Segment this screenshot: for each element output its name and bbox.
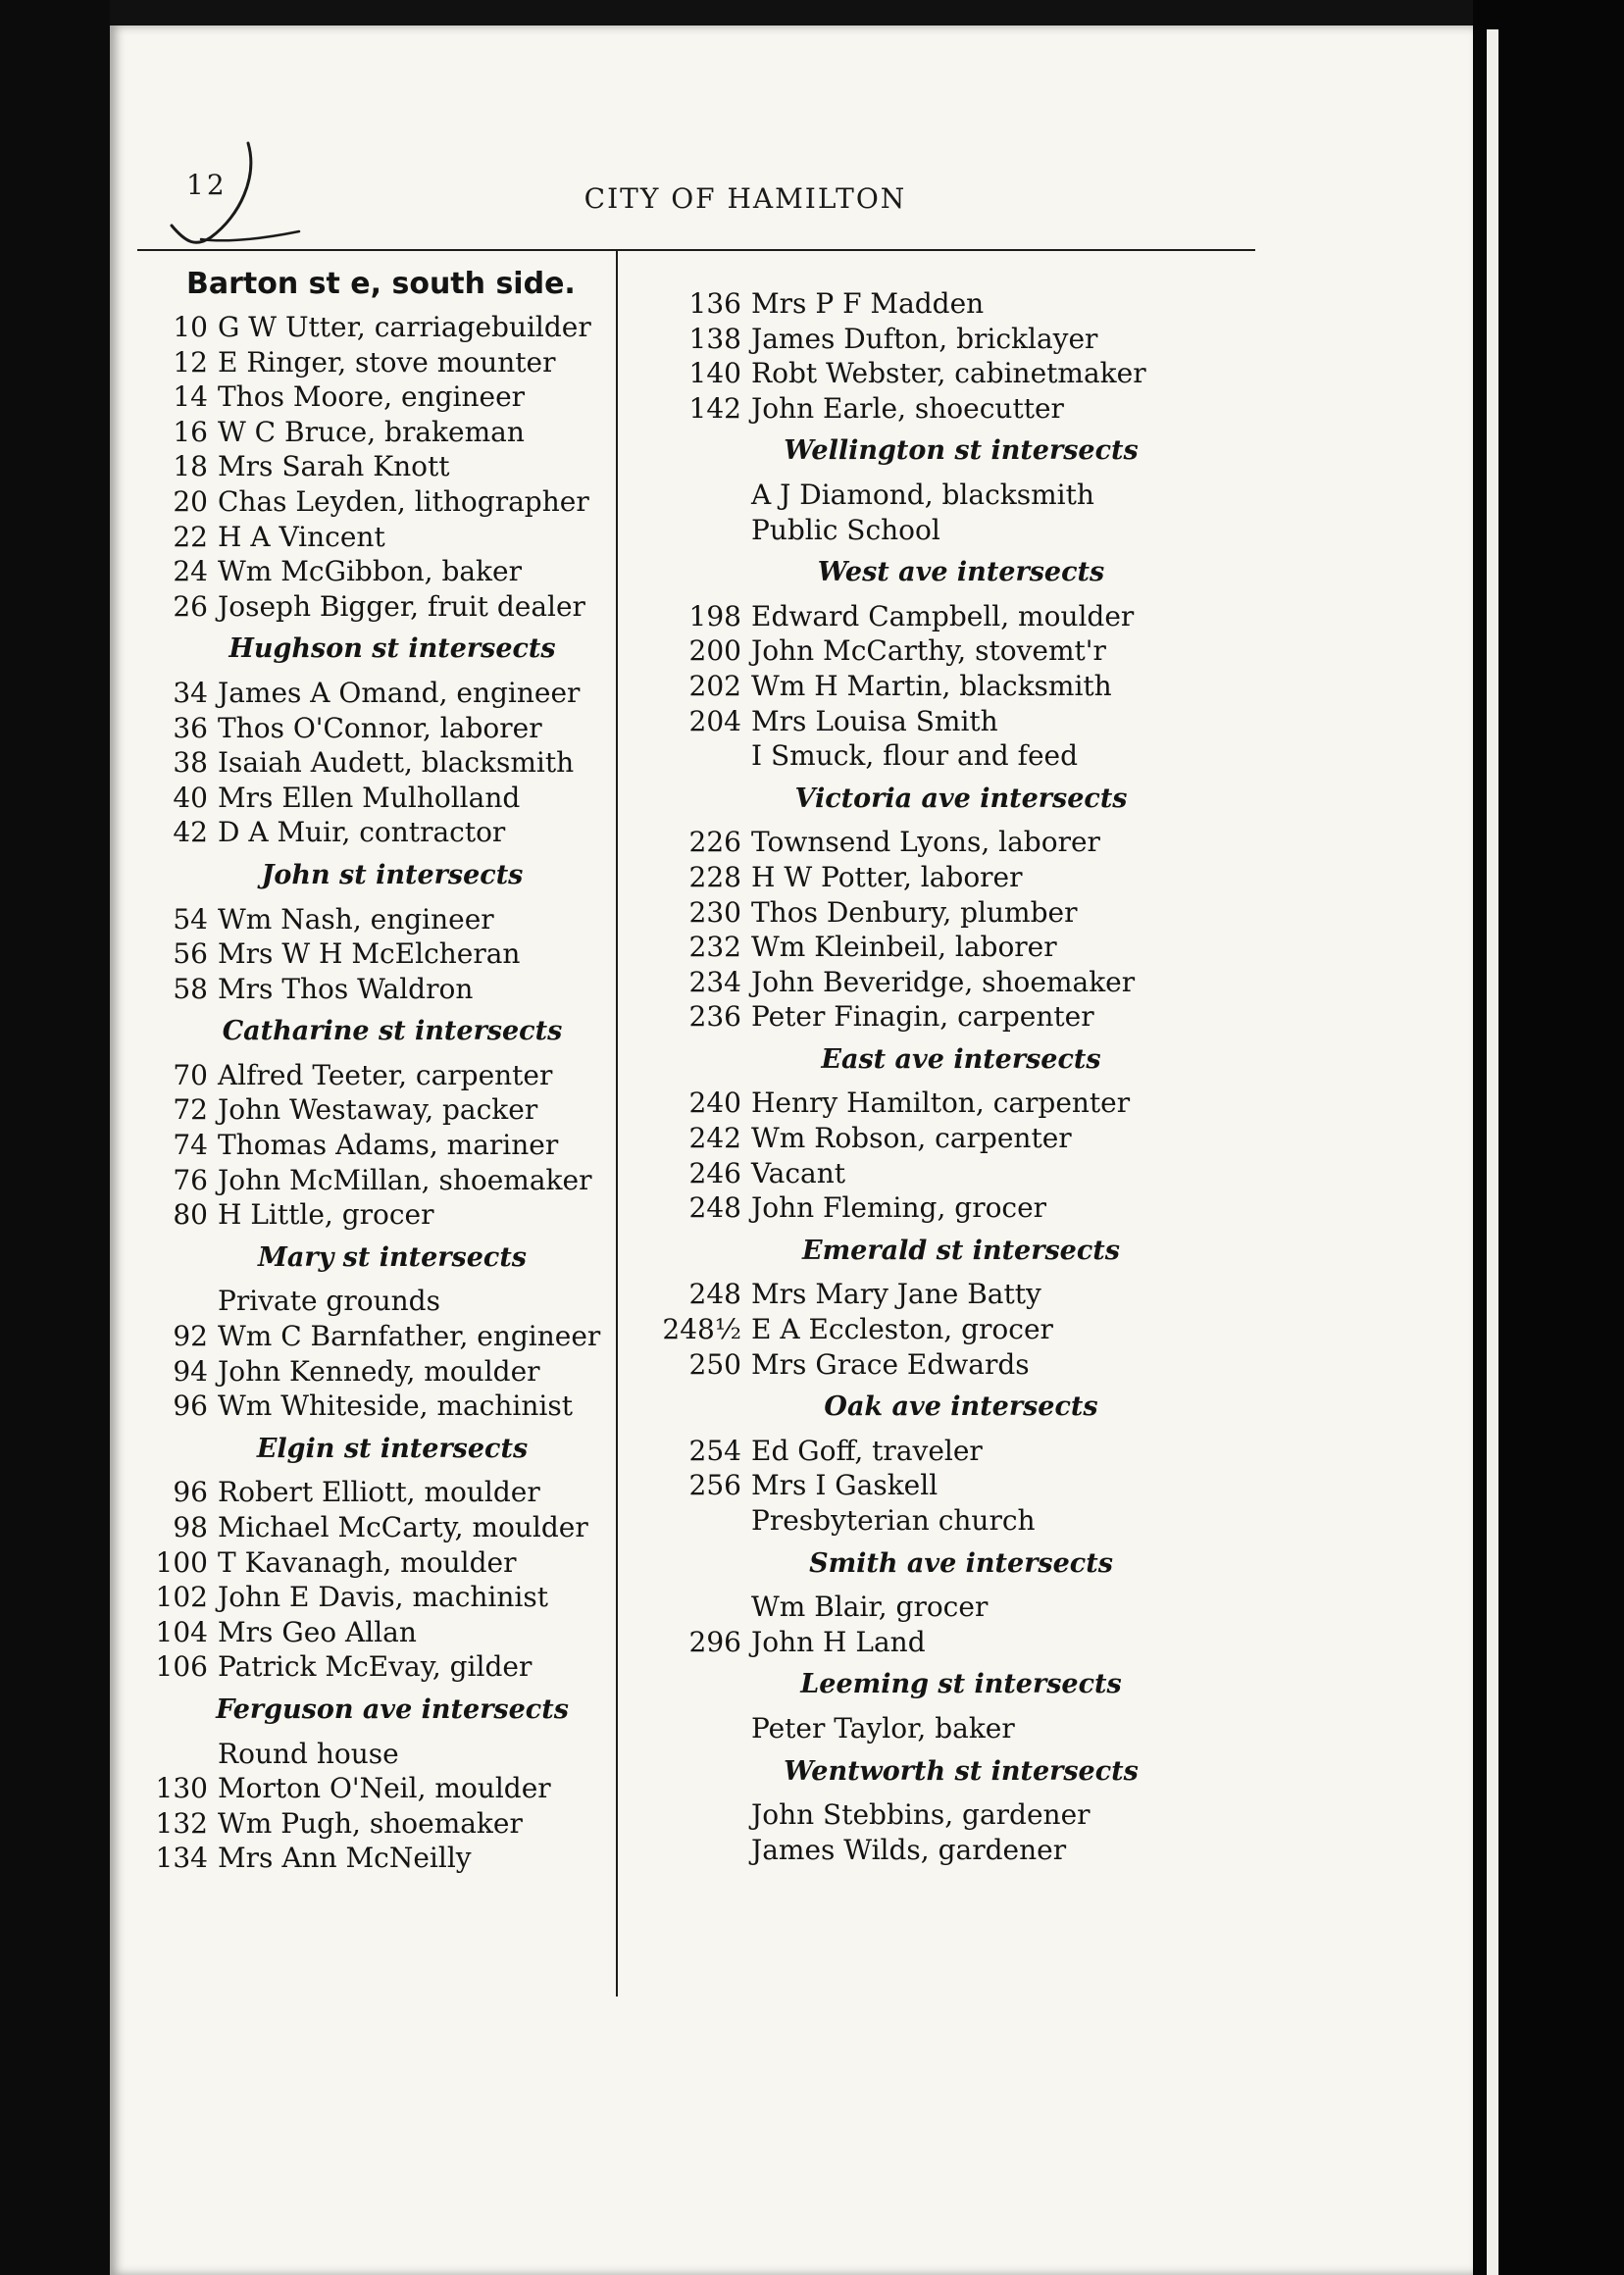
resident-name: Mrs Louisa Smith bbox=[751, 704, 998, 737]
resident-name: John McMillan, shoemaker bbox=[218, 1163, 592, 1196]
resident-name: James A Omand, engineer bbox=[218, 676, 581, 709]
resident-name: Mrs Thos Waldron bbox=[218, 972, 474, 1005]
house-number: 140 bbox=[688, 357, 741, 390]
house-number: 248½ bbox=[662, 1313, 741, 1346]
resident-name: Wm Pugh, shoemaker bbox=[218, 1806, 523, 1840]
resident-name: Mrs Sarah Knott bbox=[218, 450, 450, 483]
house-number: 132 bbox=[155, 1806, 208, 1840]
resident-name: Vacant bbox=[751, 1156, 846, 1189]
resident-name: John H Land bbox=[751, 1625, 926, 1658]
cross-street-heading: Hughson st intersects bbox=[228, 633, 556, 665]
directory-entry bbox=[647, 1277, 1255, 1312]
resident-name: I Smuck, flour and feed bbox=[751, 739, 1079, 773]
resident-name: Patrick McEvay, gilder bbox=[218, 1650, 533, 1684]
directory-entry bbox=[127, 1092, 598, 1128]
directory-entry bbox=[127, 1615, 598, 1650]
directory-entry bbox=[647, 860, 1255, 895]
resident-name: Thos O'Connor, laborer bbox=[218, 711, 542, 744]
directory-entry bbox=[127, 1319, 601, 1354]
resident-name: John Fleming, grocer bbox=[751, 1191, 1047, 1225]
house-number: 230 bbox=[688, 895, 741, 929]
house-number: 142 bbox=[688, 391, 741, 425]
directory-entry bbox=[647, 704, 1255, 739]
house-number: 96 bbox=[173, 1390, 208, 1423]
directory-entry bbox=[647, 1468, 1255, 1503]
resident-name: Mrs Geo Allan bbox=[218, 1615, 417, 1648]
cross-street-heading: Emerald st intersects bbox=[802, 1235, 1120, 1266]
directory-entry bbox=[647, 356, 1255, 391]
directory-entry bbox=[647, 478, 1255, 513]
resident-name: Wm H Martin, blacksmith bbox=[751, 669, 1112, 702]
house-number: 228 bbox=[688, 860, 741, 893]
directory-entry bbox=[647, 391, 1255, 427]
directory-entry bbox=[647, 1434, 1255, 1469]
scan-border-left bbox=[0, 0, 110, 2275]
resident-name: Wm Whiteside, machinist bbox=[218, 1390, 573, 1423]
resident-name: Robert Elliott, moulder bbox=[218, 1476, 540, 1509]
directory-entry bbox=[647, 286, 1255, 322]
header-rule bbox=[137, 249, 1255, 251]
resident-name: D A Muir, contractor bbox=[218, 816, 506, 849]
directory-entry bbox=[647, 1625, 1255, 1660]
resident-name: Public School bbox=[751, 513, 940, 546]
resident-name: Chas Leyden, lithographer bbox=[218, 484, 589, 518]
directory-entry bbox=[127, 1580, 598, 1615]
house-number: 200 bbox=[688, 634, 741, 668]
directory-entry bbox=[127, 1163, 598, 1198]
directory-entry bbox=[127, 1545, 598, 1581]
resident-name: H A Vincent bbox=[218, 520, 385, 553]
resident-name: Peter Finagin, carpenter bbox=[751, 1000, 1094, 1034]
directory-entry bbox=[127, 520, 598, 555]
house-number: 226 bbox=[688, 826, 741, 859]
cross-street-heading: East ave intersects bbox=[821, 1043, 1101, 1075]
house-number: 22 bbox=[173, 520, 208, 553]
pencil-mark-icon bbox=[142, 137, 358, 255]
resident-name: Ed Goff, traveler bbox=[751, 1434, 983, 1467]
resident-name: Morton O'Neil, moulder bbox=[218, 1772, 551, 1805]
house-number: 256 bbox=[688, 1469, 741, 1502]
house-number: 254 bbox=[688, 1434, 741, 1467]
directory-entry bbox=[647, 999, 1255, 1035]
resident-name: Mrs Grace Edwards bbox=[751, 1347, 1030, 1381]
house-number: 38 bbox=[173, 746, 208, 780]
directory-entry bbox=[127, 1354, 598, 1390]
directory-entry bbox=[647, 738, 1255, 774]
directory-entry bbox=[127, 815, 598, 850]
directory-entry bbox=[647, 1086, 1255, 1121]
house-number: 250 bbox=[688, 1347, 741, 1381]
resident-name: Mrs P F Madden bbox=[751, 287, 985, 320]
directory-entry bbox=[647, 1156, 1255, 1191]
directory-entry bbox=[127, 1510, 598, 1545]
resident-name: E Ringer, stove mounter bbox=[218, 345, 556, 379]
resident-name: James Wilds, gardener bbox=[751, 1833, 1067, 1866]
resident-name: Peter Taylor, baker bbox=[751, 1711, 1015, 1744]
resident-name: James Dufton, bricklayer bbox=[751, 322, 1098, 355]
directory-entry bbox=[647, 965, 1255, 1000]
resident-name: Mrs Mary Jane Batty bbox=[751, 1278, 1041, 1311]
resident-name: Wm Blair, grocer bbox=[751, 1591, 989, 1624]
cross-street-heading: West ave intersects bbox=[817, 557, 1105, 588]
house-number: 80 bbox=[173, 1198, 208, 1232]
directory-entry bbox=[127, 1806, 598, 1842]
resident-name: Wm Nash, engineer bbox=[218, 902, 494, 935]
scan-border-top bbox=[0, 0, 1624, 25]
house-number: 74 bbox=[173, 1129, 208, 1162]
directory-entry bbox=[647, 895, 1255, 931]
directory-entry bbox=[647, 513, 1255, 548]
column-divider bbox=[616, 251, 618, 1997]
resident-name: Wm McGibbon, baker bbox=[218, 555, 522, 588]
house-number: 102 bbox=[155, 1581, 208, 1614]
right-column bbox=[647, 286, 1255, 1867]
directory-entry bbox=[127, 676, 598, 711]
resident-name: Wm Robson, carpenter bbox=[751, 1122, 1072, 1155]
cross-street-heading: Ferguson ave intersects bbox=[216, 1694, 569, 1725]
cross-street-heading: Catharine st intersects bbox=[222, 1016, 563, 1047]
cross-street-heading: Leeming st intersects bbox=[800, 1669, 1122, 1700]
page-number: 12 bbox=[186, 169, 228, 201]
directory-entry bbox=[127, 1197, 598, 1233]
next-page-edge bbox=[1487, 29, 1498, 2275]
house-number: 54 bbox=[173, 902, 208, 935]
directory-entry bbox=[127, 484, 598, 520]
house-number: 138 bbox=[688, 322, 741, 355]
directory-entry bbox=[647, 633, 1255, 669]
resident-name: T Kavanagh, moulder bbox=[218, 1545, 517, 1579]
directory-entry bbox=[127, 1841, 598, 1876]
house-number: 106 bbox=[155, 1650, 208, 1684]
directory-entry bbox=[647, 669, 1255, 704]
cross-street-heading: Wentworth st intersects bbox=[784, 1755, 1139, 1787]
resident-name: John Earle, shoecutter bbox=[751, 391, 1064, 425]
directory-entry bbox=[647, 599, 1255, 634]
directory-entry bbox=[127, 345, 598, 380]
house-number: 42 bbox=[173, 816, 208, 849]
directory-entry bbox=[127, 745, 598, 781]
cross-street-heading: Victoria ave intersects bbox=[794, 783, 1128, 814]
directory-entry bbox=[127, 589, 598, 625]
directory-entry bbox=[127, 379, 598, 415]
house-number: 12 bbox=[173, 345, 208, 379]
house-number: 10 bbox=[173, 311, 208, 343]
resident-name: Henry Hamilton, carpenter bbox=[751, 1087, 1131, 1120]
house-number: 198 bbox=[688, 599, 741, 632]
resident-name: G W Utter, carriagebuilder bbox=[218, 311, 591, 343]
resident-name: Edward Campbell, moulder bbox=[751, 599, 1135, 632]
directory-entry bbox=[127, 449, 598, 484]
house-number: 246 bbox=[688, 1156, 741, 1189]
directory-entry bbox=[127, 1771, 598, 1806]
resident-name: Mrs Ann McNeilly bbox=[218, 1842, 472, 1875]
house-number: 56 bbox=[173, 937, 208, 971]
house-number: 58 bbox=[173, 972, 208, 1005]
house-number: 134 bbox=[155, 1842, 208, 1875]
resident-name: Wm C Barnfather, engineer bbox=[218, 1320, 601, 1353]
section-title: Barton st e, south side. bbox=[186, 267, 576, 301]
cross-street-heading: Mary st intersects bbox=[257, 1241, 528, 1273]
resident-name: Presbyterian church bbox=[751, 1504, 1036, 1537]
house-number: 248 bbox=[688, 1191, 741, 1225]
resident-name: Thos Denbury, plumber bbox=[751, 895, 1078, 929]
directory-entry bbox=[127, 310, 598, 345]
resident-name: Mrs Ellen Mulholland bbox=[218, 781, 521, 814]
resident-name: John Beveridge, shoemaker bbox=[751, 965, 1136, 998]
house-number: 136 bbox=[688, 287, 741, 320]
directory-entry bbox=[647, 825, 1255, 860]
cross-street-heading: Wellington st intersects bbox=[784, 435, 1139, 467]
resident-name: Private grounds bbox=[218, 1285, 440, 1318]
house-number: 202 bbox=[688, 669, 741, 702]
directory-entry bbox=[127, 972, 598, 1007]
house-number: 76 bbox=[173, 1163, 208, 1196]
directory-entry bbox=[127, 781, 598, 816]
directory-entry bbox=[647, 1711, 1255, 1746]
directory-entry bbox=[127, 415, 598, 450]
house-number: 20 bbox=[173, 484, 208, 518]
left-column bbox=[127, 263, 601, 1876]
right-column-listing bbox=[647, 286, 1255, 1867]
house-number: 130 bbox=[155, 1772, 208, 1805]
house-number: 104 bbox=[155, 1615, 208, 1648]
directory-entry bbox=[127, 936, 598, 972]
resident-name: Robt Webster, cabinetmaker bbox=[751, 357, 1146, 390]
cross-street-heading: Smith ave intersects bbox=[809, 1547, 1113, 1579]
directory-entry bbox=[127, 1737, 598, 1772]
cross-street-heading: John st intersects bbox=[261, 859, 524, 890]
resident-name: John E Davis, machinist bbox=[218, 1581, 548, 1614]
house-number: 236 bbox=[688, 1000, 741, 1034]
directory-entry bbox=[647, 1121, 1255, 1156]
resident-name: Michael McCarty, moulder bbox=[218, 1511, 588, 1543]
resident-name: W C Bruce, brakeman bbox=[218, 415, 525, 448]
house-number: 96 bbox=[173, 1476, 208, 1509]
directory-entry bbox=[647, 1190, 1255, 1226]
directory-entry bbox=[647, 1503, 1255, 1539]
house-number: 248 bbox=[688, 1278, 741, 1311]
house-number: 234 bbox=[688, 965, 741, 998]
resident-name: Townsend Lyons, laborer bbox=[751, 826, 1100, 859]
directory-entry bbox=[647, 1347, 1255, 1383]
house-number: 36 bbox=[173, 711, 208, 744]
directory-entry bbox=[127, 1058, 598, 1093]
resident-name: John Kennedy, moulder bbox=[218, 1354, 540, 1388]
resident-name: H W Potter, laborer bbox=[751, 860, 1023, 893]
left-column-listing bbox=[127, 310, 601, 1876]
house-number: 98 bbox=[173, 1511, 208, 1543]
house-number: 72 bbox=[173, 1093, 208, 1127]
resident-name: John Stebbins, gardener bbox=[751, 1798, 1091, 1832]
resident-name: Alfred Teeter, carpenter bbox=[218, 1058, 553, 1091]
house-number: 14 bbox=[173, 380, 208, 414]
resident-name: Wm Kleinbeil, laborer bbox=[751, 931, 1057, 964]
resident-name: Isaiah Audett, blacksmith bbox=[218, 746, 575, 780]
cross-street-heading: Elgin st intersects bbox=[256, 1433, 529, 1464]
cross-street-heading: Oak ave intersects bbox=[824, 1391, 1098, 1423]
directory-entry bbox=[647, 1797, 1255, 1833]
directory-entry bbox=[127, 1475, 598, 1510]
directory-entry bbox=[127, 1128, 598, 1163]
house-number: 242 bbox=[688, 1122, 741, 1155]
resident-name: Thomas Adams, mariner bbox=[218, 1129, 559, 1162]
running-head: CITY OF HAMILTON bbox=[584, 182, 907, 215]
resident-name: Round house bbox=[218, 1737, 399, 1770]
resident-name: H Little, grocer bbox=[218, 1198, 434, 1232]
directory-entry bbox=[647, 1833, 1255, 1868]
resident-name: Mrs W H McElcheran bbox=[218, 937, 521, 971]
house-number: 70 bbox=[173, 1058, 208, 1091]
resident-name: E A Eccleston, grocer bbox=[751, 1313, 1053, 1346]
house-number: 94 bbox=[173, 1354, 208, 1388]
resident-name: John McCarthy, stovemt'r bbox=[751, 634, 1106, 668]
house-number: 34 bbox=[173, 676, 208, 709]
directory-entry bbox=[127, 1389, 598, 1424]
house-number: 16 bbox=[173, 415, 208, 448]
house-number: 232 bbox=[688, 931, 741, 964]
house-number: 296 bbox=[688, 1625, 741, 1658]
directory-entry bbox=[647, 322, 1255, 357]
directory-entry bbox=[647, 1312, 1255, 1347]
directory-entry bbox=[127, 554, 598, 589]
directory-entry bbox=[127, 1649, 598, 1685]
house-number: 24 bbox=[173, 555, 208, 588]
resident-name: Joseph Bigger, fruit dealer bbox=[218, 589, 585, 623]
directory-entry bbox=[127, 1284, 598, 1319]
resident-name: Thos Moore, engineer bbox=[218, 380, 526, 414]
house-number: 40 bbox=[173, 781, 208, 814]
resident-name: A J Diamond, blacksmith bbox=[751, 478, 1094, 511]
house-number: 26 bbox=[173, 589, 208, 623]
resident-name: Mrs I Gaskell bbox=[751, 1469, 939, 1502]
directory-entry bbox=[647, 930, 1255, 965]
house-number: 18 bbox=[173, 450, 208, 483]
directory-entry bbox=[127, 711, 598, 746]
directory-entry bbox=[647, 1590, 1255, 1625]
resident-name: John Westaway, packer bbox=[218, 1093, 538, 1127]
house-number: 240 bbox=[688, 1087, 741, 1120]
scan-border-right bbox=[1473, 0, 1624, 2275]
house-number: 204 bbox=[688, 704, 741, 737]
directory-entry bbox=[127, 902, 598, 937]
house-number: 92 bbox=[173, 1320, 208, 1353]
house-number: 100 bbox=[155, 1545, 208, 1579]
